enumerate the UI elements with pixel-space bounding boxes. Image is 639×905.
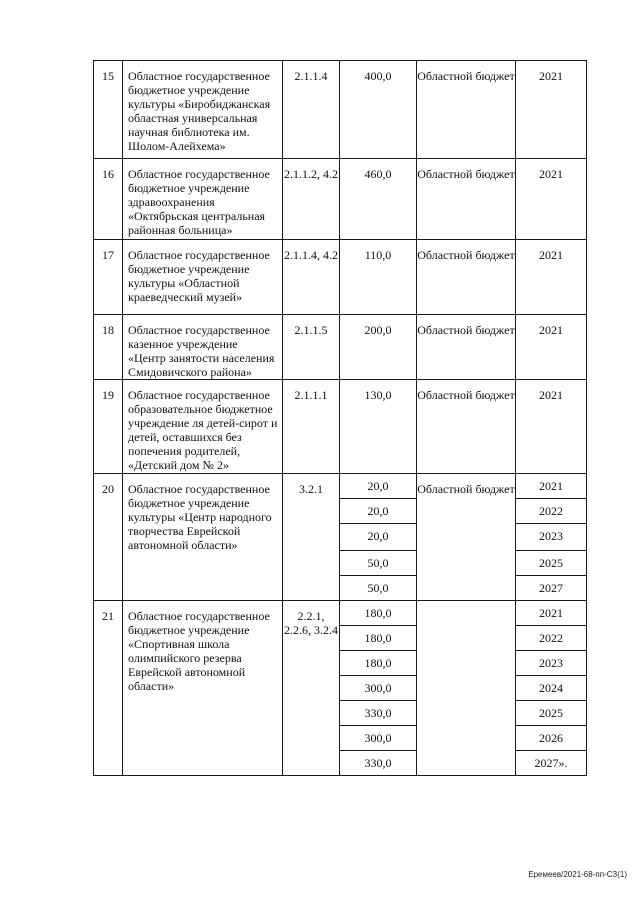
- table-row: [94, 380, 587, 474]
- year: 2023: [516, 524, 587, 551]
- row-number: 16: [94, 159, 123, 240]
- measure-code: 2.1.1.5: [283, 315, 340, 380]
- year: 2022: [516, 626, 587, 651]
- year: 2026: [516, 726, 587, 751]
- year: 2027».: [516, 751, 587, 776]
- amount: 20,0: [340, 474, 417, 499]
- funding-source: Областной бюджет: [417, 474, 516, 601]
- table-row: [94, 474, 587, 499]
- funding-source: Областной бюджет: [417, 61, 516, 159]
- amount: 50,0: [340, 551, 417, 576]
- row-number: 20: [94, 474, 123, 601]
- institution-name: Областное государственное бюджетное учреждение культуры «Областной краеведческий музей»: [123, 240, 283, 315]
- amount: 180,0: [340, 626, 417, 651]
- amount: 110,0: [340, 240, 417, 315]
- funding-source: Областной бюджет: [417, 380, 516, 474]
- budget-table: [93, 60, 587, 776]
- amount: 400,0: [340, 61, 417, 159]
- measure-code: 2.1.1.4, 4.2: [283, 240, 340, 315]
- year: 2021: [516, 240, 587, 315]
- year: 2021: [516, 315, 587, 380]
- institution-name: Областное государственное казенное учреждение «Центр занятости населения Смидовичского района»: [123, 315, 283, 380]
- institution-name: Областное государственное образовательное бюджетное учреждение ля детей-сирот и детей, оставшихся без попечения родителей, «Детский дом № 2»: [123, 380, 283, 474]
- row-number: 21: [94, 601, 123, 776]
- table-row: [94, 315, 587, 380]
- row-number: 15: [94, 61, 123, 159]
- year: 2023: [516, 651, 587, 676]
- year: 2021: [516, 380, 587, 474]
- measure-code: 2.2.1, 2.2.6, 3.2.4: [283, 601, 340, 776]
- year: 2024: [516, 676, 587, 701]
- amount: 300,0: [340, 726, 417, 751]
- funding-source: Областной бюджет: [417, 315, 516, 380]
- institution-name: Областное государственное бюджетное учреждение культуры «Биробиджанская областная универсальная научная библиотека им. Шолом-Алейхема»: [123, 61, 283, 159]
- funding-source: [417, 601, 516, 776]
- amount: 330,0: [340, 751, 417, 776]
- amount: 20,0: [340, 499, 417, 524]
- institution-name: Областное государственное бюджетное учреждение здравоохранения «Октябрьская центральная районная больница»: [123, 159, 283, 240]
- amount: 20,0: [340, 524, 417, 551]
- amount: 180,0: [340, 601, 417, 626]
- funding-source: Областной бюджет: [417, 240, 516, 315]
- year: 2021: [516, 474, 587, 499]
- table-row: [94, 61, 587, 159]
- amount: 50,0: [340, 576, 417, 601]
- year: 2027: [516, 576, 587, 601]
- measure-code: 3.2.1: [283, 474, 340, 601]
- row-number: 17: [94, 240, 123, 315]
- year: 2021: [516, 61, 587, 159]
- measure-code: 2.1.1.1: [283, 380, 340, 474]
- measure-code: 2.1.1.4: [283, 61, 340, 159]
- amount: 330,0: [340, 701, 417, 726]
- row-number: 19: [94, 380, 123, 474]
- amount: 200,0: [340, 315, 417, 380]
- table-row: [94, 240, 587, 315]
- amount: 300,0: [340, 676, 417, 701]
- year: 2021: [516, 601, 587, 626]
- institution-name: Областное государственное бюджетное учреждение культуры «Центр народного творчества Еврейской автономной области»: [123, 474, 283, 601]
- year: 2022: [516, 499, 587, 524]
- amount: 460,0: [340, 159, 417, 240]
- amount: 180,0: [340, 651, 417, 676]
- amount: 130,0: [340, 380, 417, 474]
- table-row: [94, 159, 587, 240]
- table-row: [94, 601, 587, 626]
- row-number: 18: [94, 315, 123, 380]
- institution-name: Областное государственное бюджетное учреждение «Спортивная школа олимпийского резерва Еврейской автономной области»: [123, 601, 283, 776]
- year: 2025: [516, 701, 587, 726]
- funding-source: Областной бюджет: [417, 159, 516, 240]
- year: 2021: [516, 159, 587, 240]
- measure-code: 2.1.1.2, 4.2: [283, 159, 340, 240]
- document-footer-code: Еремеев/2021-68-пп-СЗ(1): [528, 870, 627, 879]
- year: 2025: [516, 551, 587, 576]
